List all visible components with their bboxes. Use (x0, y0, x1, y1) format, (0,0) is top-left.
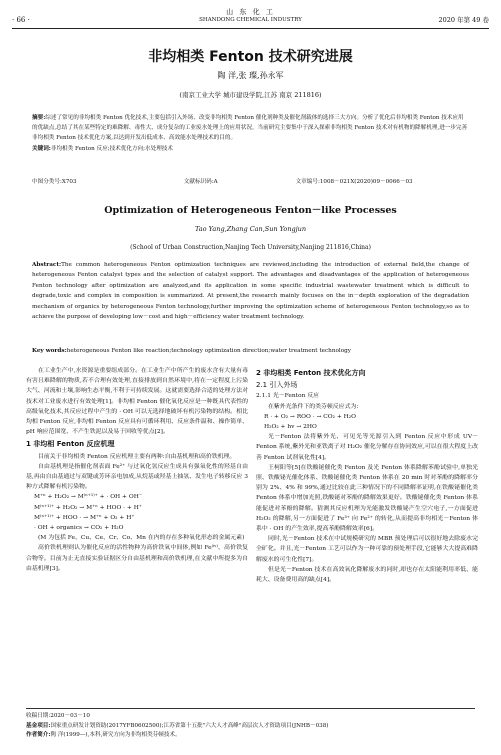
bismuth-ferrite-paragraph: 王柯阳等[5]在铁酸铋催化类 Fenton 及光 Fenton 体系降解苯酚试验中,单独光照、铁酸铋光催化体系、铁酸铋催化类 Fenton 体系在 20 min 时对苯酚的降解率分别为 2%、4% 和 99%,通过比较在此三种情况下的不同降解率证明,在铁酸铋催化类 Fenton 体系中增加光照,铁酸铋对苯酚的降解效果更好。铁酸铋催化类 Fenton 体系能促进对苯酚的降解。猜测其反应机理为光能激发铁酸铋产生空穴电子,一方面促进 H₂O₂ 的降解,另一方面促进了 Fe³⁺ 向 Fe²⁺ 的转化,从而提高非均相光－Fenton 体系中 · OH 的产生效率,提高苯酚降解效率[6]。 (256, 464, 478, 533)
issue-info: 2020 年第 49 卷 (438, 16, 489, 24)
subsection-heading-2-1: 2.1 引入外场 (256, 381, 298, 390)
body-column-left (26, 366, 248, 574)
abstract-cn-label: 摘要: (32, 115, 46, 121)
abstract-en-text: The common heterogeneous Fenton optimization techniques are reviewed,including the introduction of external field,the change of heterogeneous Fenton catalyst types and the selection of catalyst support. The advantages and disadvantages of the application of heterogeneous Fenton technology after optimization are analyzed,and its application in some specific industrial wastewater treatment which is difficult to degrade,toxic and complex in composition is summarized. At present,the research mainly focuses on the in－depth exploration of the degradation mechanism of organics by heterogeneous Fenton technology,further improving the optimization scheme of heterogeneous Fenton technology,so as to achieve the purpose of developing low－cost and high－efficiency water treatment technology. (32, 262, 469, 321)
keywords-en: heterogeneous Fenton like reaction;technology optimization direction;water treatment technology (66, 348, 352, 354)
subsection-heading-2-1-1: 2.1.1 光－Fenton 反应 (256, 393, 320, 400)
affiliation-cn: (南京工业大学 城市建设学院,江苏 南京 211816) (179, 91, 322, 99)
article-title-cn: 非均相类 Fenton 技术研究进展 (148, 49, 353, 65)
mechanism-paragraph: 目前关于非均相类 Fenton 反应机理主要有两种:自由基机理和高价铁机理。 (38, 453, 236, 460)
fund-text: 国家重点研发计划资助(2017YFB0602500);江苏省第十五批"六大人才高峰"高层次人才资助项目(JNHB－038) (50, 722, 329, 729)
keywords-cn: 非均相类 Fenton 反应;技术优化方向;水处理技术 (50, 145, 173, 152)
author-bio (26, 731, 475, 741)
abstract-cn (32, 113, 469, 154)
metal-note: (M 为包括 Fe、Cu、Ce、Cr、Co、Mn 在内的存在多种氧化形态的金属元素) (38, 535, 245, 542)
classification-meta (32, 179, 469, 187)
page-number: · 66 · (12, 16, 30, 24)
article-number: 文章编号:1008－021X(2020)09－0066－03 (295, 179, 413, 185)
intro-paragraph: 在工业生产中,水资源是重要组成部分。在工业生产中所产生的废水含有大量有毒有害且难降解的物质,若不合理有效处理,直接排放到自然环境中,将在一定程度上污染大气、河流和土壤,影响生态平衡,不利于可持续发展。这就需要选择合适的处理方法对技术对工业废水进行有效处理[1]。非均相 Fenton 催化氧化反应是一种既具代表性的高级氧化技术,其反应过程中产生的 · OH 可以无选择地破坏有机污染物的结构。相比均相 Fenton 反应,非均相 Fenton 反应具有可循环利用、反应条件温和、操作简单、pH 响应范围宽、不产生铁泥以及易于回收等优点[2]。 (26, 368, 248, 436)
radical-mechanism-paragraph: 自由基机理是指催化剂表面 Fe²⁺ 与过氧化氢反应生成具有强氧化性的羟基自由基,再由自由基通过与双键或芳环亲电加成,从烷基或羟基上抽氢、发生电子转移反应 3 种方式降解有机污染物。 (26, 463, 248, 491)
abstract-en (32, 260, 469, 322)
affiliation-en: (School of Urban Construction,Nanjing Tech University,Nanjing 211816,China) (130, 244, 371, 251)
author-bio-text: 陶 洋(1999—),本科,研究方向为非均相类芬顿技术。 (50, 732, 181, 738)
running-header (12, 6, 489, 29)
uv-reaction-intro: 在紫外光条件下的类芬顿反应式为: (268, 403, 359, 410)
fund-label: 基金项目: (26, 722, 51, 729)
photo-fenton-paragraph: 光－Fenton 法将紫外光、可见光等光源引入到 Fenton 反应中形成 UV－Fenton 系统,紫外光和亚铁离子对 H₂O₂ 催化分解存在协同效应,可以在很大程度上改善 Fenton 试剂氧化性[4]。 (256, 434, 478, 461)
authors-en: Tao Yang,Zhang Can,Sun Yongjun (194, 225, 307, 233)
received-date: 收稿日期:2020－03－10 (26, 713, 90, 719)
drawbacks-paragraph: 但是光－Fenton 技术在高效氧化降解废水的同时,却也存在太阳能利用率低、能耗大、设备费用高的缺点[4]。 (256, 566, 478, 584)
article-title-en: Optimization of Heterogeneous Fenton－like Processes (104, 205, 397, 216)
equation-5: R · + O₂ → ROO · → CO₂ + H₂O (264, 413, 356, 420)
footnote-block (26, 708, 475, 741)
journal-name-en: SHANDONG CHEMICAL INDUSTRY (199, 17, 302, 23)
abstract-cn-text: 综述了常见的非均相类 Fenton 优化技术,主要包括引入外场、改变非均相类 Fenton 催化剂种类及催化剂载体的选择三大方向。分析了优化后非均相类 Fenton 技术应用的优缺点,总结了其在某些特定的难降解、毒性大、成分复杂的工业废水处理上的应用状况。当前研究主要集中于深入探索非均相类 Fenton 技术对有机物的降解机理,进一步完善非均相类 Fenton 技术优化方案,以达到开发出低成本、高效能水处理技术的目的。 (32, 115, 468, 142)
equation-4: · OH + organics → CO₂ + H₂O (34, 525, 124, 532)
equation-3: M⁽ⁿ⁺¹⁾⁺ + HOO · → M⁺ⁿ + O₂ + H⁺ (34, 514, 135, 521)
document-code: 文献标识码:A (183, 179, 218, 185)
journal-name-cn: 山 东 化 工 (226, 8, 275, 16)
clc-number: 中图分类号:X703 (32, 179, 77, 185)
keywords-en-label: Key words: (32, 348, 67, 354)
equation-2: M⁽ⁿ⁺¹⁾⁺ + H₂O₂ → M⁺ⁿ + HOO · + H⁺ (34, 504, 142, 511)
section-heading-2: 2 非均相类 Fenton 技术优化方向 (256, 369, 366, 377)
author-bio-label: 作者简介: (26, 732, 51, 738)
authors-cn: 陶 洋,张 璨,孙永军 (217, 71, 284, 80)
fund-info (26, 722, 475, 732)
abstract-en-label: Abstract: (32, 262, 62, 268)
equation-1: M⁺ⁿ + H₂O₂ → M⁽ⁿ⁺¹⁾⁺ + · OH + OH⁻ (34, 494, 142, 501)
equation-6: H₂O₂ + hv → 2HO (264, 424, 317, 431)
high-valent-iron-paragraph: 高价铁机理则认为催化反应的活性物种为高价铁氧中间体,例如 Fe⁽ⁱᵛ⁾、高价铁复合物等。目前为止无直接实验证据区分自由基机理和高价铁机理,在文献中所提多为自由基机理[3]。 (26, 545, 248, 572)
keywords-cn-label: 关键词: (32, 145, 51, 152)
keywords-en-block (32, 348, 469, 356)
section-heading-1: 1 非均相 Fenton 反应机理 (26, 440, 115, 449)
pilot-scale-paragraph: 同时,光－Fenton 技术在中试规模研究的 MBR 预处理后可以很好地去除废水完全矿化。并且,光－Fenton 工艺可以作为一种可靠的预处理手段,它能够大大提高难降解废水的可生化性[7]。 (256, 536, 478, 563)
body-column-right (256, 366, 478, 585)
